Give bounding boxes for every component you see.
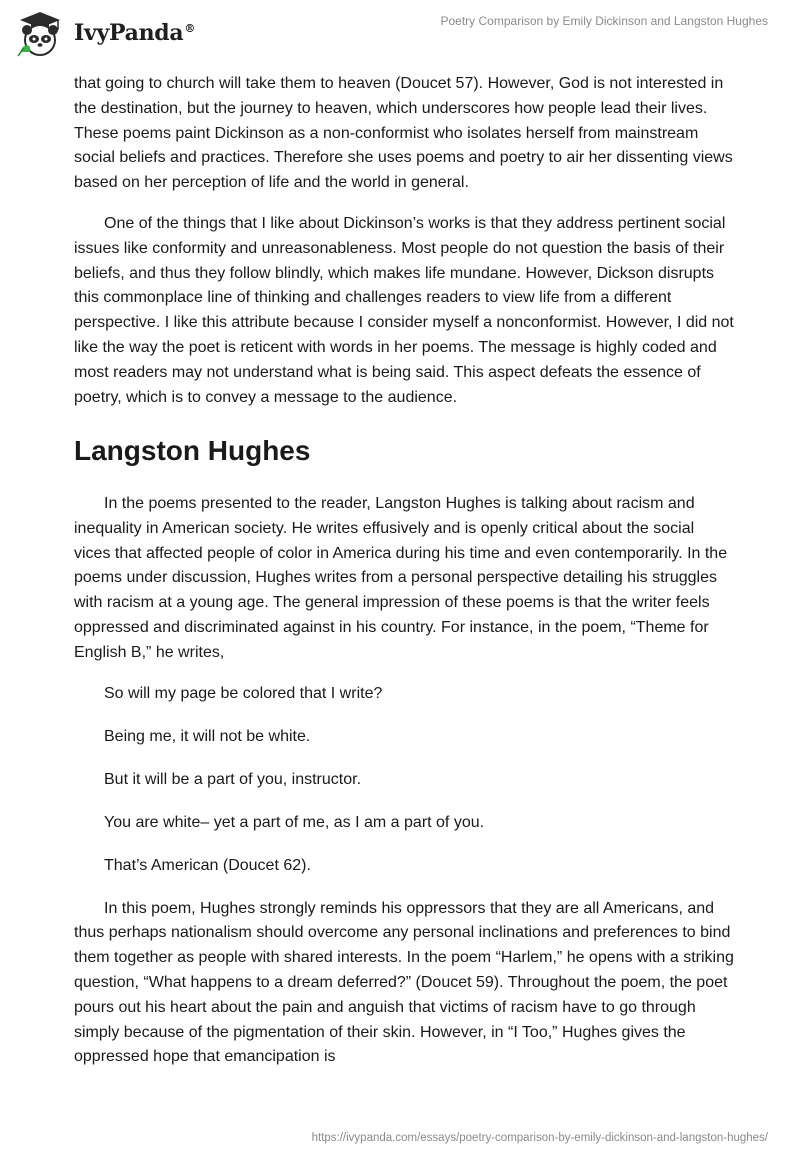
verse-line: You are white– yet a part of me, as I am a part of you. <box>104 813 485 831</box>
verse-line: That’s American (Doucet 62). <box>104 856 311 874</box>
verse-line: Being me, it will not be white. <box>104 727 311 745</box>
article-body <box>74 72 734 1086</box>
paragraph: One of the things that I like about Dickinson’s works is that they address pertinent social issues like conformity and unreasonableness. Most people do not question the basis of their beliefs, and thus they follow blindly, which makes life mundane. However, Dickson disrupts this commonplace line of thinking and challenges readers to view life from a different perspective. I like this attribute because I consider myself a nonconformist. However, I did not like the way the poet is reticent with words in her poems. The message is highly coded and most readers may not understand what is being said. This aspect defeats the essence of poetry, which is to convey a message to the audience. <box>74 214 734 406</box>
paragraph: In this poem, Hughes strongly reminds his oppressors that they are all Americans, and thus perhaps nationalism should overcome any personal inclinations and preferences to bind them together as people with shared interests. In the poem “Harlem,” he opens with a striking question, “What happens to a dream deferred?” (Doucet 59). Throughout the poem, the poet pours out his heart about the pain and anguish that victims of racism have to go through simply because of the pigmentation of their skin. However, in “I Too,” Hughes gives the oppressed hope that emancipation is <box>74 899 734 1066</box>
brand-logo[interactable] <box>14 8 195 58</box>
section-heading: Langston Hughes <box>74 435 311 467</box>
document-title: Poetry Comparison by Emily Dickinson and Langston Hughes <box>440 14 768 28</box>
page-header <box>0 0 800 64</box>
paragraph: that going to church will take them to heaven (Doucet 57). However, God is not interested in the destination, but the journey to heaven, which underscores how people lead their lives. These poems paint Dickinson as a non-conformist who isolates herself from mainstream social beliefs and practices. Therefore she uses poems and poetry to air her dissenting views based on her perception of life and the world in general. <box>74 75 733 192</box>
panda-logo-icon <box>14 8 66 58</box>
brand-name: IvyPanda® <box>74 20 196 46</box>
verse-line: So will my page be colored that I write? <box>104 684 383 702</box>
paragraph: In the poems presented to the reader, Langston Hughes is talking about racism and inequality in American society. He writes effusively and is openly critical about the social vices that affected people of color in America during his time and even contemporarily. In the poems under discussion, Hughes writes from a personal perspective detailing his struggles with racism at a young age. The general impression of these poems is that the writer feels oppressed and discriminated against in his country. For instance, in the poem, “Theme for English B,” he writes, <box>74 494 728 661</box>
verse-line: But it will be a part of you, instructor. <box>104 770 362 788</box>
source-url-link[interactable]: https://ivypanda.com/essays/poetry-comparison-by-emily-dickinson-and-langston-hughes/ <box>311 1132 768 1144</box>
